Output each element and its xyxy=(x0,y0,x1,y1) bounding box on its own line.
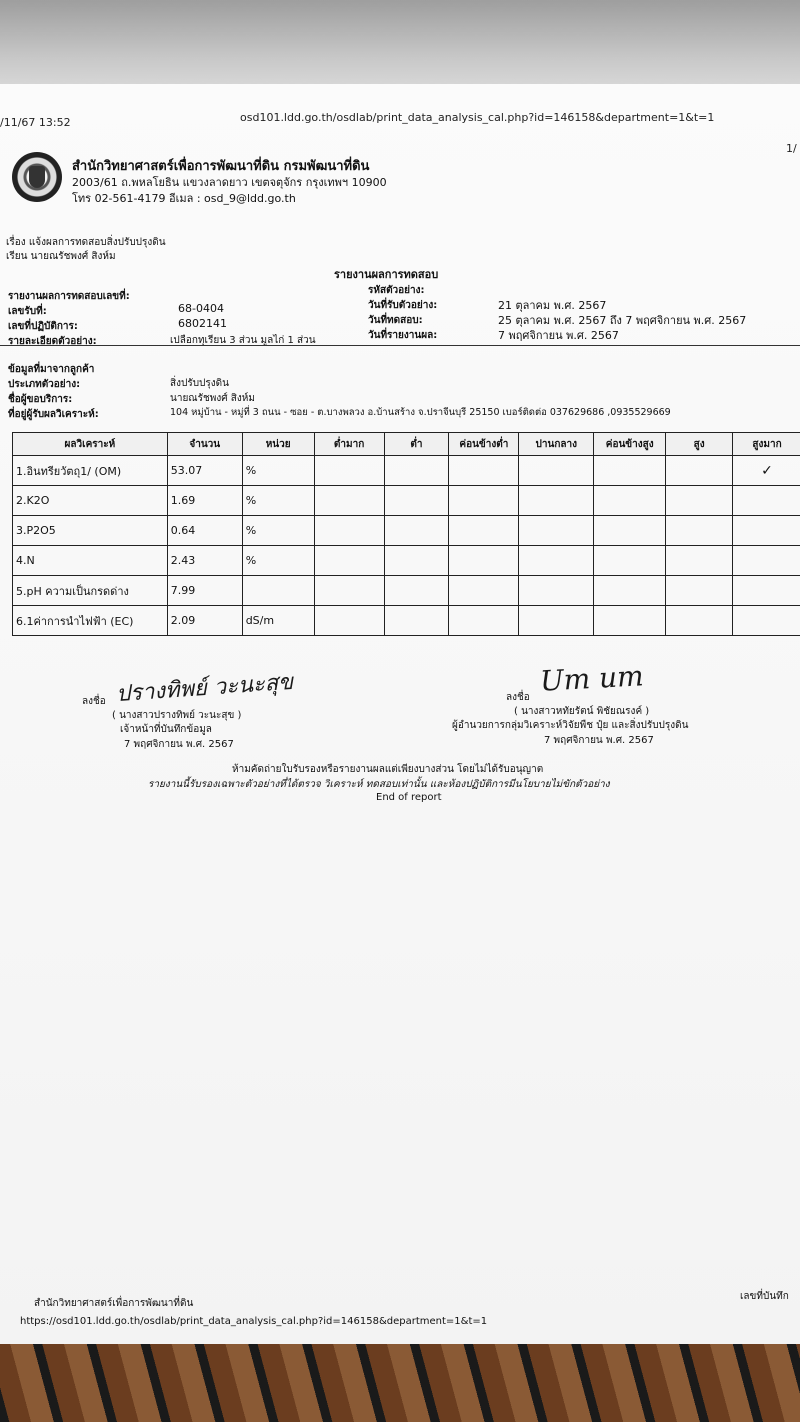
parameter-unit: % xyxy=(242,516,314,546)
org-address: 2003/61 ถ.พหลโยธิน แขวงลาดยาว เขตจตุจักร กรุงเทพฯ 10900 xyxy=(72,176,387,189)
parameter-amount: 7.99 xyxy=(167,576,242,606)
handwritten-signature-left: ปรางทิพย์ วะนะสุข xyxy=(115,669,294,708)
table-row xyxy=(13,486,800,516)
customer-label: ชื่อผู้ขอบริการ: xyxy=(8,394,73,405)
table-row xyxy=(13,546,800,576)
handwritten-signature-right: Um um xyxy=(539,659,645,698)
info-value: 21 ตุลาคม พ.ศ. 2567 xyxy=(498,299,607,312)
end-of-report: End of report xyxy=(376,792,442,803)
footer-org: สำนักวิทยาศาสตร์เพื่อการพัฒนาที่ดิน xyxy=(34,1298,194,1309)
footer-right-label: เลขที่บันทึก xyxy=(740,1291,789,1302)
info-value: 25 ตุลาคม พ.ศ. 2567 ถึง 7 พฤศจิกายน พ.ศ. 2567 xyxy=(498,314,747,327)
print-url: osd101.ldd.go.th/osdlab/print_data_analysis_cal.php?id=146158&department=1&t=1 xyxy=(240,111,715,124)
col-header: ค่อนข้างต่ำ xyxy=(449,433,519,456)
info-label: วันที่รายงานผล: xyxy=(368,330,438,341)
wooden-table-background xyxy=(0,1344,800,1422)
col-header: ปานกลาง xyxy=(519,433,594,456)
parameter-unit: % xyxy=(242,456,314,486)
signer-name-left: ( นางสาวปรางทิพย์ วะนะสุข ) xyxy=(112,710,242,721)
col-header: ต่ำมาก xyxy=(314,433,384,456)
level-check-mark: ✓ xyxy=(733,456,800,486)
info-value: 7 พฤศจิกายน พ.ศ. 2567 xyxy=(498,329,619,342)
info-label: เลขที่ปฏิบัติการ: xyxy=(8,321,78,332)
col-header: ค่อนข้างสูง xyxy=(594,433,666,456)
info-label: วันที่รับตัวอย่าง: xyxy=(368,300,438,311)
footer-url: https://osd101.ldd.go.th/osdlab/print_data_analysis_cal.php?id=146158&department=1&t=1 xyxy=(20,1316,488,1327)
parameter-name: 3.P2O5 xyxy=(13,516,168,546)
table-header-row xyxy=(13,433,800,456)
level-check-mark xyxy=(733,606,800,636)
table-row xyxy=(13,576,800,606)
parameter-unit xyxy=(242,576,314,606)
info-label: รายงานผลการทดสอบเลขที่: xyxy=(8,291,130,302)
parameter-name: 1.อินทรียวัตถุ1/ (OM) xyxy=(13,456,168,486)
signer-name-right: ( นางสาวหทัยรัตน์ พิชัยณรงค์ ) xyxy=(514,706,650,717)
org-contact: โทร 02-561-4179 อีเมล : osd_9@ldd.go.th xyxy=(72,192,296,205)
level-check-mark xyxy=(733,576,800,606)
print-datetime: /11/67 13:52 xyxy=(0,116,71,129)
department-seal-logo xyxy=(12,152,62,202)
parameter-amount: 2.43 xyxy=(167,546,242,576)
results-table xyxy=(12,432,800,636)
org-name: สำนักวิทยาศาสตร์เพื่อการพัฒนาที่ดิน กรมพัฒนาที่ดิน xyxy=(72,159,370,174)
parameter-amount: 0.64 xyxy=(167,516,242,546)
info-label: รายละเอียดตัวอย่าง: xyxy=(8,336,97,347)
note-line: รายงานนี้รับรองเฉพาะตัวอย่างที่ได้ตรวจ วิเคราะห์ ทดสอบเท่านั้น และห้องปฏิบัติการมีนโยบายไม่ขักตัวอย่าง xyxy=(148,779,610,790)
report-title: รายงานผลการทดสอบ xyxy=(334,268,439,281)
parameter-unit: dS/m xyxy=(242,606,314,636)
info-label: เลขรับที่: xyxy=(8,306,47,317)
sign-label-left: ลงชื่อ xyxy=(82,696,106,707)
level-check-mark xyxy=(733,546,800,576)
col-header: สูง xyxy=(666,433,733,456)
level-check-mark xyxy=(733,486,800,516)
col-header: สูงมาก xyxy=(733,433,800,456)
signer-position-right: ผู้อำนวยการกลุ่มวิเคราะห์วิจัยพืช ปุ๋ย และสิ่งปรับปรุงดิน xyxy=(452,720,689,731)
info-value: 68-0404 xyxy=(178,302,224,315)
table-row xyxy=(13,456,800,486)
page-number: 1/ xyxy=(786,142,797,155)
customer-value: 104 หมู่บ้าน - หมู่ที่ 3 ถนน - ซอย - ต.บางพลวง อ.บ้านสร้าง จ.ปราจีนบุรี 25150 เบอร์ติดต่อ 037629686 ,0935529669 xyxy=(170,407,671,418)
signer-date-right: 7 พฤศจิกายน พ.ศ. 2567 xyxy=(544,735,654,746)
signer-date-left: 7 พฤศจิกายน พ.ศ. 2567 xyxy=(124,739,234,750)
parameter-name: 5.pH ความเป็นกรดด่าง xyxy=(13,576,168,606)
signer-position-left: เจ้าหน้าที่บันทึกข้อมูล xyxy=(120,724,212,735)
sign-label-right: ลงชื่อ xyxy=(506,692,530,703)
parameter-unit: % xyxy=(242,546,314,576)
customer-label: ประเภทตัวอย่าง: xyxy=(8,379,81,390)
parameter-amount: 2.09 xyxy=(167,606,242,636)
parameter-amount: 1.69 xyxy=(167,486,242,516)
parameter-name: 2.K2O xyxy=(13,486,168,516)
customer-value: นายณรัชพงศ์ สิงห์ม xyxy=(170,393,255,404)
note-line: ห้ามคัดถ่ายใบรับรองหรือรายงานผลแต่เพียงบางส่วน โดยไม่ได้รับอนุญาต xyxy=(232,764,544,775)
parameter-name: 4.N xyxy=(13,546,168,576)
recipient: เรียน นายณรัชพงศ์ สิงห์ม xyxy=(6,251,116,262)
info-value: 6802141 xyxy=(178,317,227,330)
col-header: ต่ำ xyxy=(384,433,449,456)
parameter-unit: % xyxy=(242,486,314,516)
parameter-name: 6.1ค่าการนำไฟฟ้า (EC) xyxy=(13,606,168,636)
info-label: วันที่ทดสอบ: xyxy=(368,315,423,326)
info-value: เปลือกทุเรียน 3 ส่วน มูลไก่ 1 ส่วน xyxy=(170,335,316,346)
col-header: หน่วย xyxy=(242,433,314,456)
col-header: ผลวิเคราะห์ xyxy=(13,433,168,456)
customer-heading: ข้อมูลที่มาจากลูกค้า xyxy=(8,364,95,375)
customer-label: ที่อยู่ผู้รับผลวิเคราะห์: xyxy=(8,409,99,420)
divider xyxy=(0,345,800,346)
parameter-amount: 53.07 xyxy=(167,456,242,486)
table-row xyxy=(13,606,800,636)
info-label: รหัสตัวอย่าง: xyxy=(368,285,425,296)
col-header: จำนวน xyxy=(167,433,242,456)
subject: เรื่อง แจ้งผลการทดสอบสิ่งปรับปรุงดิน xyxy=(6,237,166,248)
level-check-mark xyxy=(733,516,800,546)
customer-value: สิ่งปรับปรุงดิน xyxy=(170,378,229,389)
table-row xyxy=(13,516,800,546)
